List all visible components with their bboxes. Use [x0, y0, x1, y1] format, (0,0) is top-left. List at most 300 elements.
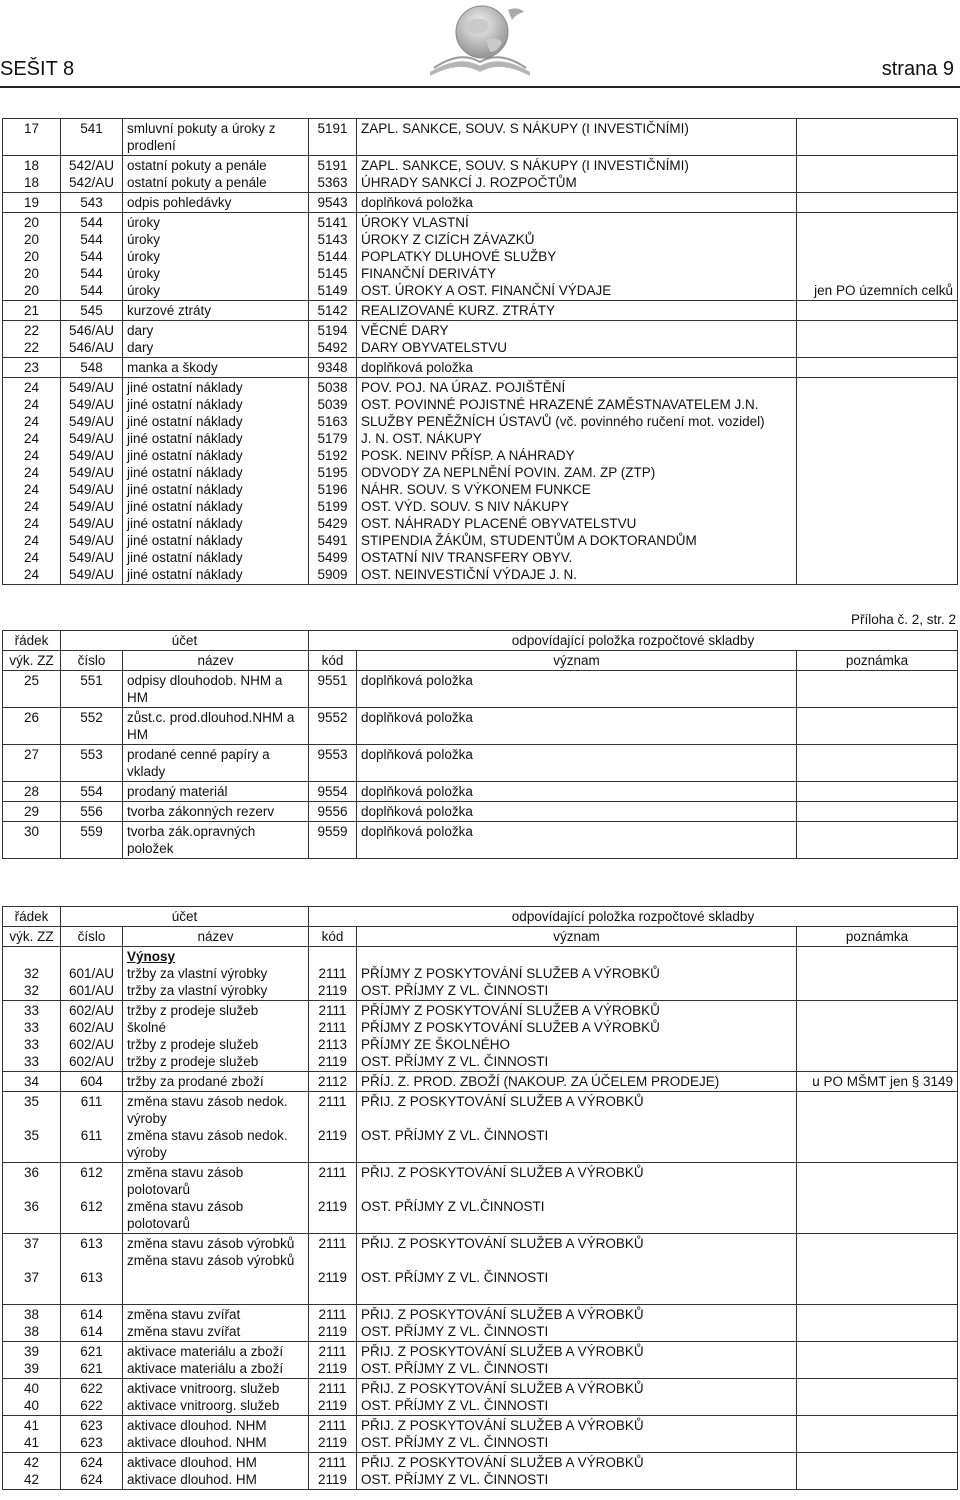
cell-line: 30 — [23, 824, 40, 839]
cell-vyznam — [357, 1234, 797, 1305]
cell-line: aktivace vnitroorg. služeb — [127, 1381, 280, 1396]
cell-vyznam — [357, 947, 797, 1001]
cell-cislo — [61, 1305, 123, 1342]
cell-line: 548 — [80, 360, 103, 375]
cell-spacer — [361, 1252, 792, 1269]
cell-line: 2119 — [317, 1270, 348, 1285]
cell-radek — [3, 802, 61, 822]
cell-line: 2111 — [318, 1003, 347, 1018]
cell-line: 544 — [80, 215, 103, 230]
cell-line: aktivace materiálu a zboží — [127, 1361, 284, 1376]
cell-vyznam — [357, 1379, 797, 1416]
cell-vyznam — [357, 782, 797, 802]
cell-line: jiné ostatní náklady — [127, 550, 243, 565]
cell-radek — [3, 301, 61, 321]
cell-radek — [3, 1234, 61, 1305]
cell-line: 544 — [80, 283, 103, 298]
cell-line: 549/AU — [68, 516, 115, 531]
cell-line: 5909 — [317, 567, 348, 582]
cell-nazev — [123, 745, 309, 782]
cell-line: ZAPL. SANKCE, SOUV. S NÁKUPY (I INVESTIČNÍMI) — [361, 158, 689, 173]
cell-nazev — [123, 1092, 309, 1163]
cell-poznamka — [797, 1234, 958, 1305]
cell-line: 556 — [80, 804, 103, 819]
cell-line: 5145 — [317, 266, 348, 281]
cell-line: 549/AU — [68, 533, 115, 548]
header-ucet: účet — [61, 631, 309, 651]
cell-line: jiné ostatní náklady — [127, 499, 243, 514]
cell-line: 549/AU — [68, 482, 115, 497]
cell-poznamka — [797, 1072, 958, 1092]
cell-line: PŘÍJMY ZE ŠKOLNÉHO — [361, 1037, 511, 1052]
cell-line: 27 — [23, 747, 40, 762]
cell-nazev — [123, 358, 309, 378]
cell-line: PŘÍJMY Z POSKYTOVÁNÍ SLUŽEB A VÝROBKŮ — [361, 1020, 660, 1035]
cell-line: 20 — [23, 232, 40, 247]
cell-line: doplňková položka — [361, 824, 473, 839]
cell-spacer — [61, 1110, 122, 1127]
cell-line: OST. ÚROKY A OST. FINANČNÍ VÝDAJE — [361, 283, 612, 298]
cell-line: 623 — [80, 1418, 103, 1433]
table-row — [3, 119, 958, 156]
table-row — [3, 1379, 958, 1416]
cell-line: 623 — [80, 1435, 103, 1450]
cell-cislo — [61, 1072, 123, 1092]
cell-line: 24 — [23, 465, 40, 480]
cell-vyznam — [357, 1092, 797, 1163]
table-row — [3, 802, 958, 822]
cell-poznamka — [797, 671, 958, 708]
cell-line: jiné ostatní náklady — [127, 431, 243, 446]
cell-line: ÚROKY VLASTNÍ — [361, 215, 469, 230]
cell-line: 26 — [23, 710, 40, 725]
cell-spacer — [309, 1215, 356, 1232]
cell-radek — [3, 119, 61, 156]
cell-nazev — [123, 301, 309, 321]
cell-nazev — [123, 1379, 309, 1416]
cell-spacer — [801, 948, 953, 965]
header-nazev: název — [123, 927, 309, 947]
cell-line: doplňková položka — [361, 710, 473, 725]
cell-line: 2119 — [317, 1435, 348, 1450]
cell-line: 542/AU — [68, 175, 115, 190]
cell-line: 5192 — [317, 448, 348, 463]
cell-line: 542/AU — [68, 158, 115, 173]
cell-spacer — [61, 1181, 122, 1198]
cell-line: 9553 — [317, 747, 348, 762]
cell-line: 614 — [80, 1307, 103, 1322]
cell-cislo — [61, 321, 123, 358]
cell-line: 42 — [23, 1472, 40, 1487]
cell-nazev — [123, 193, 309, 213]
table-row — [3, 1163, 958, 1234]
cell-line: 18 — [23, 175, 40, 190]
cell-line: aktivace materiálu a zboží — [127, 1344, 284, 1359]
cell-radek — [3, 671, 61, 708]
cell-line: odpis pohledávky — [127, 195, 232, 210]
cell-vyznam — [357, 1163, 797, 1234]
cell-line: 5144 — [317, 249, 348, 264]
cell-radek — [3, 1416, 61, 1453]
table-row — [3, 745, 958, 782]
cell-line: 2119 — [317, 1361, 348, 1376]
table-row — [3, 156, 958, 193]
cell-line: 2111 — [318, 1165, 347, 1180]
cell-line: jiné ostatní náklady — [127, 397, 243, 412]
cell-line: 39 — [23, 1361, 40, 1376]
cell-poznamka — [797, 378, 958, 585]
header-kod: kód — [309, 651, 357, 671]
cell-line: FINANČNÍ DERIVÁTY — [361, 266, 497, 281]
cell-line: aktivace vnitroorg. služeb — [127, 1398, 280, 1413]
cell-line: PŘIJ. Z POSKYTOVÁNÍ SLUŽEB A VÝROBKŮ — [361, 1455, 644, 1470]
cell-radek — [3, 947, 61, 1001]
table-subheader-row — [3, 651, 958, 671]
cell-cislo — [61, 782, 123, 802]
cell-cislo — [61, 1234, 123, 1305]
cell-line: jiné ostatní náklady — [127, 414, 243, 429]
cell-line: 23 — [23, 360, 40, 375]
header-vyk: výk. ZZ — [3, 927, 61, 947]
cell-spacer — [361, 1110, 792, 1127]
cell-line: doplňková položka — [361, 673, 473, 688]
cell-line: 41 — [23, 1435, 40, 1450]
cell-radek — [3, 193, 61, 213]
cell-line: POPLATKY DLUHOVÉ SLUŽBY — [361, 249, 557, 264]
cell-cislo — [61, 119, 123, 156]
cell-line: změna stavu zásob polotovarů — [127, 1199, 244, 1231]
cell-spacer — [61, 1144, 122, 1161]
table-header-row — [3, 631, 958, 651]
cell-poznamka — [797, 301, 958, 321]
cell-vyznam — [357, 1416, 797, 1453]
cell-line: 20 — [23, 215, 40, 230]
header-poznamka: poznámka — [797, 927, 958, 947]
cell-line: 2119 — [317, 1472, 348, 1487]
cell-cislo — [61, 1001, 123, 1072]
cell-line: aktivace dlouhod. NHM — [127, 1435, 267, 1450]
cell-spacer — [801, 549, 953, 566]
cell-line: úroky — [127, 283, 161, 298]
cell-spacer — [801, 464, 953, 481]
cell-line: 602/AU — [68, 1020, 115, 1035]
cell-line: POSK. NEINV PŘÍSP. A NÁHRADY — [361, 448, 575, 463]
cell-line: PŘÍJMY Z POSKYTOVÁNÍ SLUŽEB A VÝROBKŮ — [361, 1003, 660, 1018]
cell-line: 5429 — [317, 516, 348, 531]
cell-line: OST. PŘÍJMY Z VL. ČINNOSTI — [361, 1128, 549, 1143]
cell-line: jiné ostatní náklady — [127, 516, 243, 531]
cell-line: 604 — [80, 1074, 103, 1089]
cell-line: změna stavu zásob nedok. výroby — [127, 1128, 288, 1160]
header-vyznam: význam — [357, 927, 797, 947]
cell-nazev — [123, 1234, 309, 1305]
cell-line: tvorba zákonných rezerv — [127, 804, 275, 819]
cell-line: zůst.c. prod.dlouhod.NHM a HM — [127, 710, 295, 742]
header-vyk: výk. ZZ — [3, 651, 61, 671]
cell-line: 24 — [23, 380, 40, 395]
cell-vyznam — [357, 1001, 797, 1072]
cell-poznamka — [797, 1342, 958, 1379]
cell-radek — [3, 321, 61, 358]
cell-radek — [3, 782, 61, 802]
cell-line: 559 — [80, 824, 103, 839]
cell-line: 22 — [23, 340, 40, 355]
cell-poznamka — [797, 1305, 958, 1342]
cell-line: 24 — [23, 397, 40, 412]
cell-spacer — [61, 1215, 122, 1232]
cell-line: 20 — [23, 266, 40, 281]
cell-spacer — [801, 157, 953, 174]
cell-line: 24 — [23, 482, 40, 497]
cell-line: 553 — [80, 747, 103, 762]
cell-line: doplňková položka — [361, 747, 473, 762]
cell-line: odpisy dlouhodob. NHM a HM — [127, 673, 283, 705]
cell-kod — [309, 321, 357, 358]
cell-radek — [3, 1305, 61, 1342]
cell-poznamka — [797, 782, 958, 802]
table-row — [3, 378, 958, 585]
table-header-row — [3, 907, 958, 927]
section-spacer — [61, 948, 122, 965]
cell-line: 18 — [23, 158, 40, 173]
header-vyznam: význam — [357, 651, 797, 671]
cell-line: 611 — [80, 1128, 103, 1143]
header-radek: řádek — [3, 631, 61, 651]
cell-line: 541 — [80, 121, 103, 136]
cell-line: PŘIJ. Z POSKYTOVÁNÍ SLUŽEB A VÝROBKŮ — [361, 1307, 644, 1322]
cell-line: DARY OBYVATELSTVU — [361, 340, 508, 355]
cell-line: OST. PŘÍJMY Z VL. ČINNOSTI — [361, 1398, 549, 1413]
cell-line: OST. PŘÍJMY Z VL. ČINNOSTI — [361, 1435, 549, 1450]
cell-line: 602/AU — [68, 1054, 115, 1069]
cell-line: školné — [127, 1020, 167, 1035]
cell-line: jiné ostatní náklady — [127, 533, 243, 548]
cell-poznamka — [797, 947, 958, 1001]
cell-line: 20 — [23, 249, 40, 264]
table-subheader-row — [3, 927, 958, 947]
cell-kod — [309, 822, 357, 859]
cell-line: 2111 — [318, 966, 347, 981]
cell-line: 549/AU — [68, 448, 115, 463]
cell-line: 2119 — [317, 983, 348, 998]
cell-vyznam — [357, 1305, 797, 1342]
cell-line: prodaný materiál — [127, 784, 228, 799]
cell-nazev — [123, 1342, 309, 1379]
cell-line: změna stavu zásob polotovarů — [127, 1165, 244, 1197]
cell-vyznam — [357, 1342, 797, 1379]
cell-nazev — [123, 1163, 309, 1234]
table-row — [3, 1234, 958, 1305]
header-right: strana 9 — [881, 58, 954, 80]
cell-line: 5149 — [317, 283, 348, 298]
cell-line: 42 — [23, 1455, 40, 1470]
cell-radek — [3, 708, 61, 745]
cell-line: OST. VÝD. SOUV. S NIV NÁKUPY — [361, 499, 570, 514]
cell-radek — [3, 358, 61, 378]
cell-poznamka — [797, 1379, 958, 1416]
cell-line: jiné ostatní náklady — [127, 380, 243, 395]
cell-vyznam — [357, 301, 797, 321]
cell-line: 549/AU — [68, 465, 115, 480]
cell-line: doplňková položka — [361, 784, 473, 799]
cell-kod — [309, 1416, 357, 1453]
cell-radek — [3, 1453, 61, 1490]
cell-line: dary — [127, 340, 154, 355]
cell-line: změna stavu zvířat — [127, 1307, 241, 1322]
cell-line: prodané cenné papíry a vklady — [127, 747, 270, 779]
cell-cislo — [61, 745, 123, 782]
table-row — [3, 193, 958, 213]
cell-spacer — [801, 965, 953, 982]
header-radek: řádek — [3, 907, 61, 927]
cell-spacer — [801, 231, 953, 248]
cell-line: 5195 — [317, 465, 348, 480]
cell-line: 552 — [80, 710, 103, 725]
cell-kod — [309, 1234, 357, 1305]
cell-line: tržby za vlastní výrobky — [127, 966, 268, 981]
cell-line: 34 — [23, 1074, 40, 1089]
cell-line: 613 — [80, 1236, 103, 1251]
table-row — [3, 822, 958, 859]
cell-spacer — [801, 1164, 953, 1181]
cell-line: 19 — [23, 195, 40, 210]
cell-line: 621 — [80, 1361, 103, 1376]
cell-line: úroky — [127, 266, 161, 281]
section-spacer — [361, 948, 792, 965]
header-rule — [0, 86, 960, 88]
cell-kod — [309, 358, 357, 378]
cell-line: 33 — [23, 1037, 40, 1052]
cell-line: OST. POVINNÉ POJISTNÉ HRAZENÉ ZAMĚSTNAVATELEM J.N. — [361, 397, 759, 412]
cell-line: OST. NÁHRADY PLACENÉ OBYVATELSTVU — [361, 516, 637, 531]
table-row — [3, 708, 958, 745]
cell-cislo — [61, 947, 123, 1001]
cell-line: 624 — [80, 1455, 103, 1470]
cell-radek — [3, 745, 61, 782]
cell-nazev — [123, 213, 309, 301]
cell-line: OST. PŘÍJMY Z VL. ČINNOSTI — [361, 1270, 549, 1285]
table-row — [3, 1001, 958, 1072]
cell-line: 549/AU — [68, 431, 115, 446]
cell-spacer — [801, 1235, 953, 1252]
cell-radek — [3, 1092, 61, 1163]
cell-vyznam — [357, 321, 797, 358]
cell-vyznam — [357, 671, 797, 708]
cell-kod — [309, 213, 357, 301]
cell-nazev — [123, 1416, 309, 1453]
cell-cislo — [61, 822, 123, 859]
cell-spacer — [801, 1036, 953, 1053]
table-row — [3, 671, 958, 708]
cell-line: 9559 — [317, 824, 348, 839]
cell-line: změna stavu zásob výrobků — [127, 1253, 295, 1268]
cell-line: 28 — [23, 784, 40, 799]
cell-line: ÚHRADY SANKCÍ J. ROZPOČTŮM — [361, 175, 577, 190]
cell-line: jiné ostatní náklady — [127, 448, 243, 463]
cell-line: 37 — [23, 1270, 40, 1285]
cell-line: PŘÍJ. Z. PROD. ZBOŽÍ (NAKOUP. ZA ÚČELEM PRODEJE) — [361, 1074, 720, 1089]
cell-line: změna stavu zásob nedok. výroby — [127, 1094, 288, 1126]
cell-line: 621 — [80, 1344, 103, 1359]
cell-line: 5142 — [317, 303, 348, 318]
cell-kod — [309, 1092, 357, 1163]
cell-kod — [309, 193, 357, 213]
cell-spacer — [361, 1144, 792, 1161]
cell-kod — [309, 1305, 357, 1342]
cell-line: 35 — [23, 1128, 40, 1143]
cell-kod — [309, 301, 357, 321]
cell-spacer — [801, 498, 953, 515]
cell-line: 601/AU — [68, 966, 115, 981]
cell-line: ostatní pokuty a penále — [127, 158, 267, 173]
table-row — [3, 1072, 958, 1092]
cell-spacer — [801, 1019, 953, 1036]
cell-spacer — [61, 1286, 122, 1303]
cell-line: změna stavu zvířat — [127, 1324, 241, 1339]
cell-kod — [309, 1163, 357, 1234]
cell-poznamka — [797, 822, 958, 859]
cell-spacer — [801, 1454, 953, 1471]
cell-line: 2111 — [318, 1236, 347, 1251]
cell-radek — [3, 1001, 61, 1072]
cell-cislo — [61, 1092, 123, 1163]
cell-radek — [3, 1072, 61, 1092]
cell-poznamka — [797, 358, 958, 378]
cell-line: 38 — [23, 1307, 40, 1322]
cell-line: OST. PŘÍJMY Z VL. ČINNOSTI — [361, 1361, 549, 1376]
cell-line: 33 — [23, 1020, 40, 1035]
cell-line: 5143 — [317, 232, 348, 247]
note: jen PO územních celků — [814, 283, 953, 298]
cell-line: 5163 — [317, 414, 348, 429]
cell-poznamka — [797, 708, 958, 745]
cell-poznamka — [797, 1453, 958, 1490]
cell-nazev — [123, 1453, 309, 1490]
cell-line: 612 — [80, 1199, 103, 1214]
cell-spacer — [309, 1286, 356, 1303]
cell-line: 2119 — [317, 1054, 348, 1069]
cell-kod — [309, 708, 357, 745]
section-spacer — [3, 948, 60, 965]
cell-line: PŘIJ. Z POSKYTOVÁNÍ SLUŽEB A VÝROBKŮ — [361, 1344, 644, 1359]
cell-line: OST. PŘÍJMY Z VL. ČINNOSTI — [361, 1324, 549, 1339]
cell-spacer — [361, 1215, 792, 1232]
cell-line: 614 — [80, 1324, 103, 1339]
table-row — [3, 1416, 958, 1453]
cell-line: 602/AU — [68, 1003, 115, 1018]
header-kod: kód — [309, 927, 357, 947]
cell-line: 549/AU — [68, 567, 115, 582]
cell-spacer — [3, 1252, 60, 1269]
cell-cislo — [61, 1379, 123, 1416]
appendix-note: Příloha č. 2, str. 2 — [850, 612, 956, 627]
cell-cislo — [61, 1163, 123, 1234]
cell-line: 24 — [23, 499, 40, 514]
cell-line: doplňková položka — [361, 195, 473, 210]
cell-poznamka — [797, 1001, 958, 1072]
cell-poznamka — [797, 802, 958, 822]
cell-kod — [309, 671, 357, 708]
cell-cislo — [61, 358, 123, 378]
cell-line: 5492 — [317, 340, 348, 355]
cell-line: 543 — [80, 195, 103, 210]
cell-line: jiné ostatní náklady — [127, 465, 243, 480]
cell-radek — [3, 1163, 61, 1234]
cell-line: dary — [127, 323, 154, 338]
header-polozka: odpovídající položka rozpočtové skladby — [309, 907, 958, 927]
cell-line: 611 — [80, 1094, 103, 1109]
cell-line: 41 — [23, 1418, 40, 1433]
